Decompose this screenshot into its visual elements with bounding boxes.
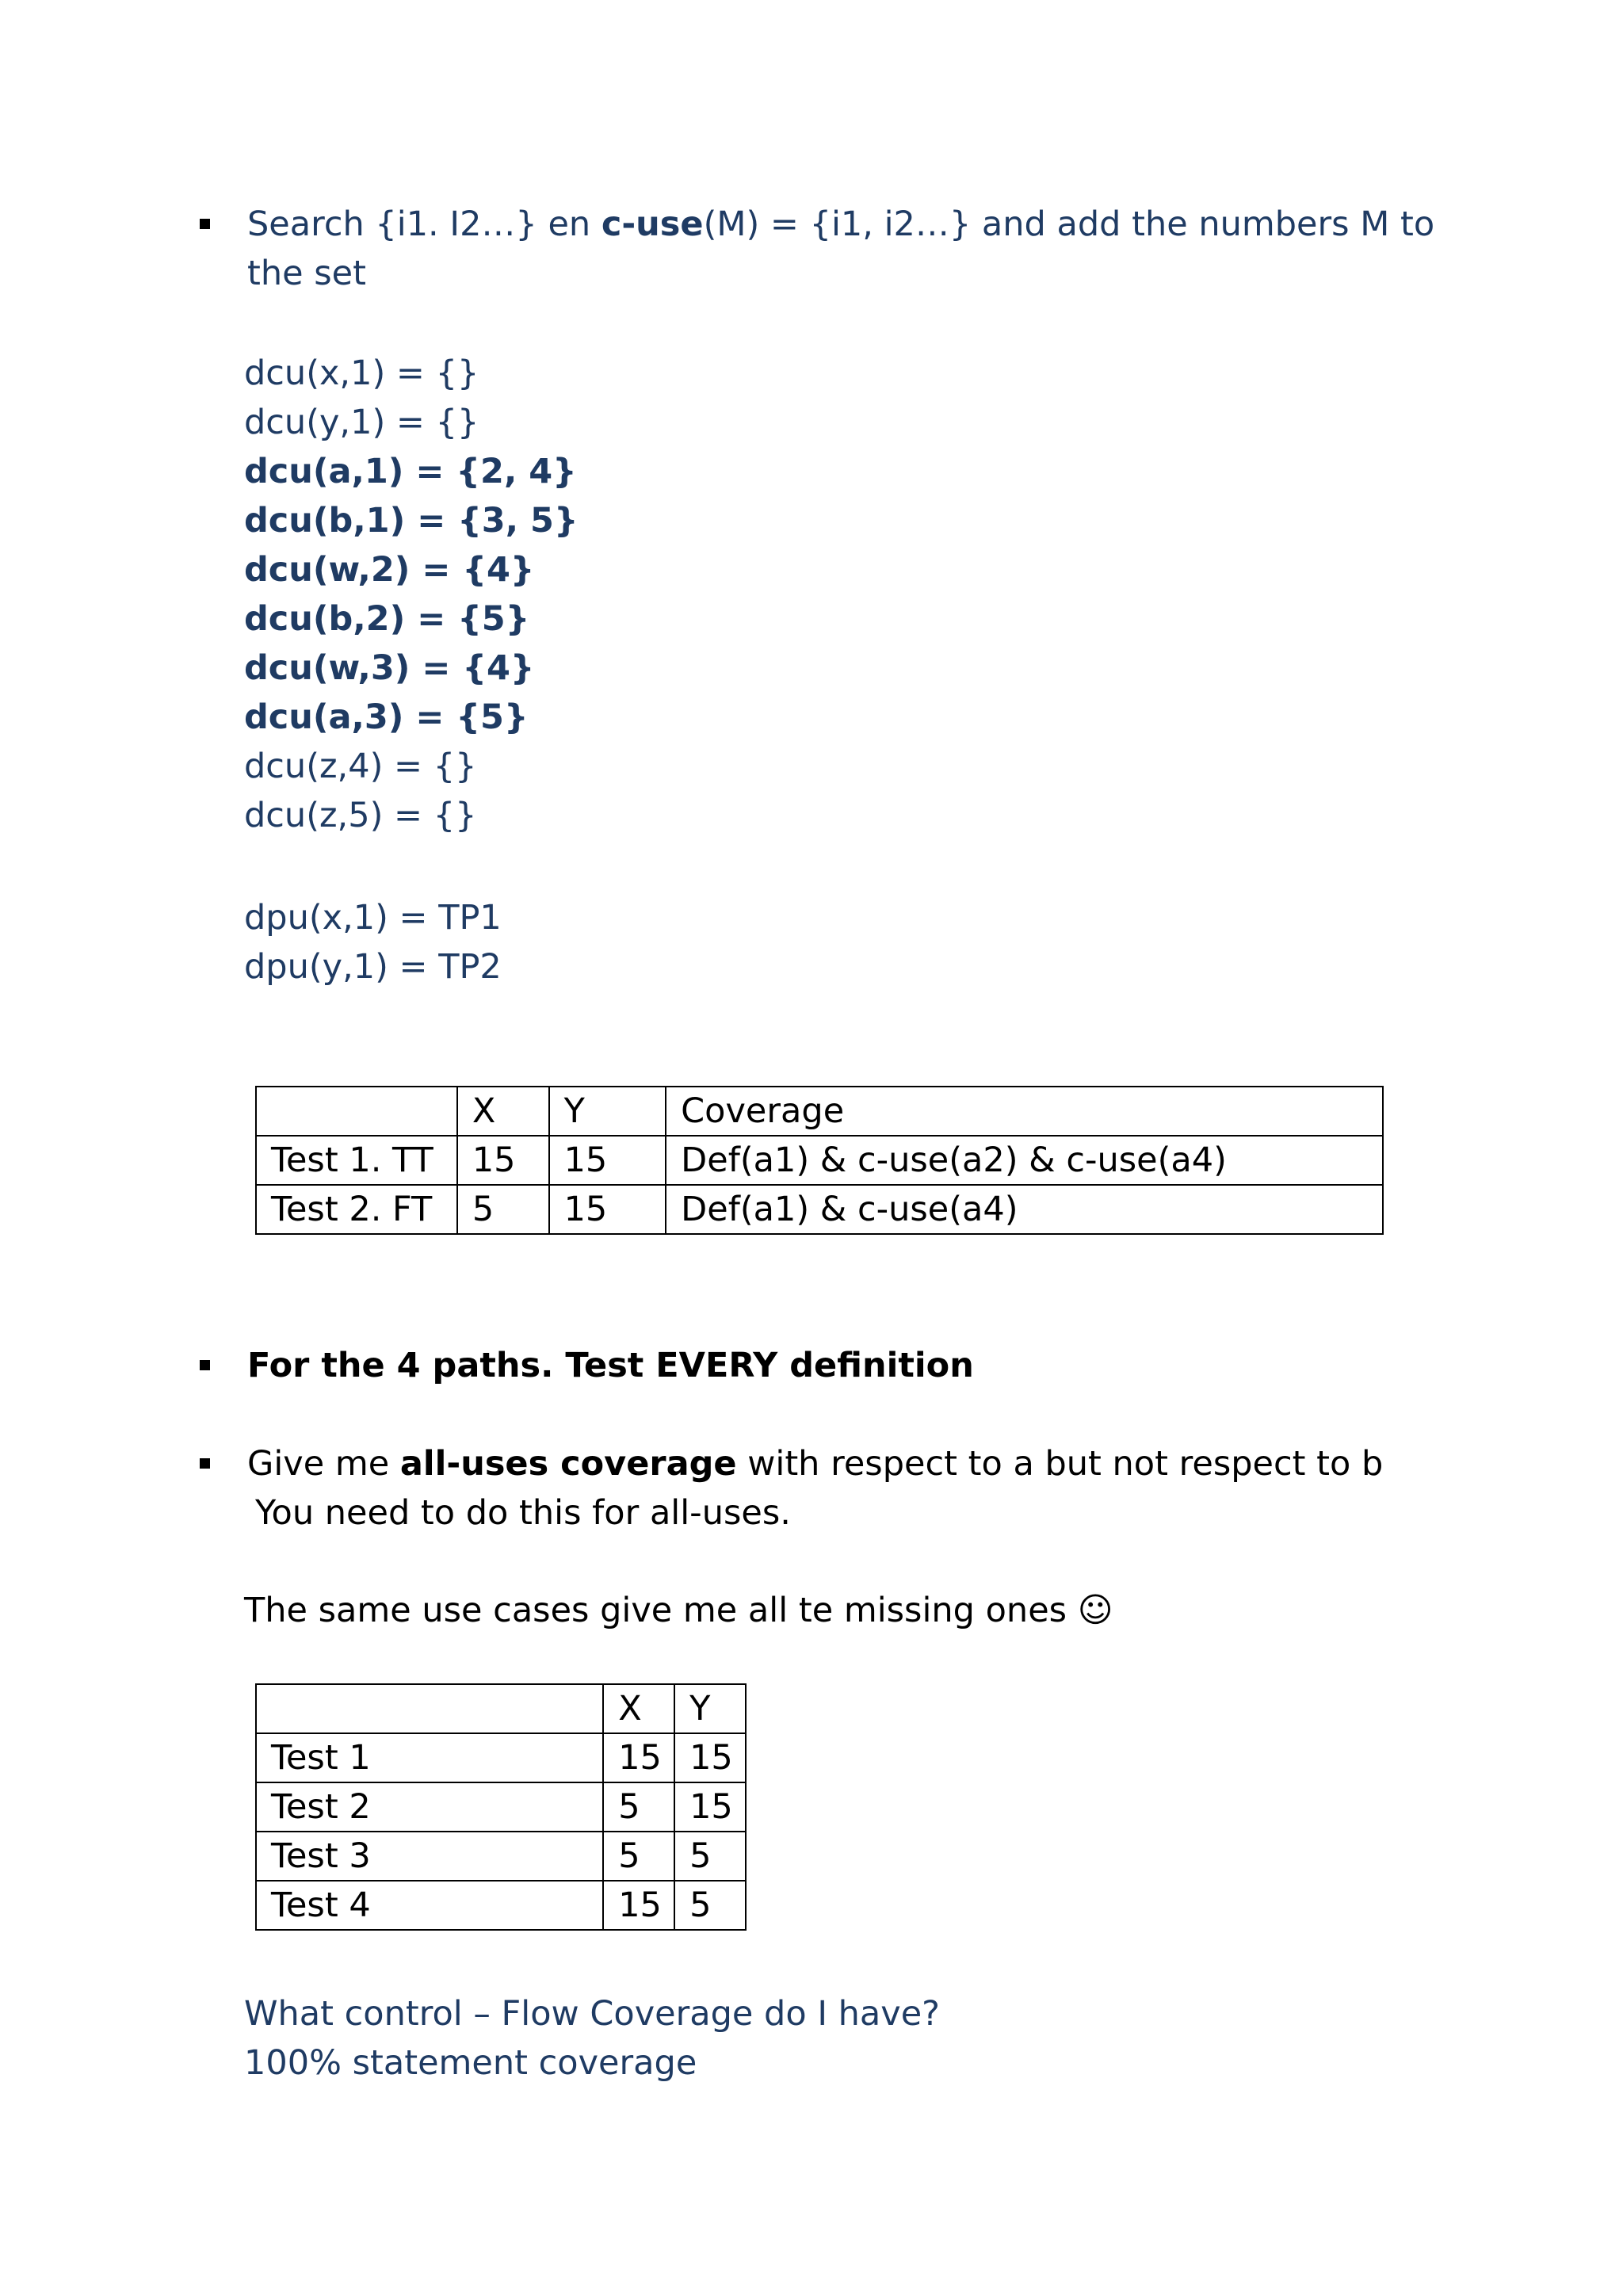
- table-row: [256, 1733, 746, 1782]
- table-cell: 5: [603, 1782, 674, 1832]
- bullet-all-uses: [247, 1439, 1383, 1488]
- table-cell: 5: [457, 1185, 549, 1234]
- table-cell: 15: [674, 1782, 746, 1832]
- table-cell: 5: [674, 1832, 746, 1881]
- dcu-line: dcu(w,2) = {4}: [244, 550, 535, 590]
- table-cell: X: [603, 1684, 674, 1733]
- table-row: [256, 1782, 746, 1832]
- bullet-four-paths: For the 4 paths. Test EVERY definition: [247, 1346, 974, 1385]
- table-cell: 15: [603, 1733, 674, 1782]
- bullet3-post: with respect to a but not respect to b: [736, 1444, 1384, 1484]
- dcu-line: dcu(b,2) = {5}: [244, 599, 530, 639]
- dcu-line: dcu(x,1) = {}: [244, 353, 479, 393]
- bullet1-line2: the set: [247, 254, 366, 293]
- dcu-line: dcu(y,1) = {}: [244, 403, 479, 442]
- dcu-list: [244, 349, 579, 840]
- dpu-line: dpu(x,1) = TP1: [244, 898, 502, 938]
- table-cell: Def(a1) & c-use(a4): [666, 1185, 1383, 1234]
- table-cell: 15: [457, 1136, 549, 1185]
- statement-coverage-answer: 100% statement coverage: [244, 2043, 697, 2083]
- table-row: [256, 1832, 746, 1881]
- coverage-table: [255, 1086, 1384, 1235]
- dcu-line: dcu(a,3) = {5}: [244, 697, 529, 737]
- table-cell: X: [457, 1087, 549, 1136]
- table-cell: Test 2: [256, 1782, 603, 1832]
- table-cell: Def(a1) & c-use(a2) & c-use(a4): [666, 1136, 1383, 1185]
- table-cell: Test 2. FT: [256, 1185, 457, 1234]
- table-row: [256, 1136, 1383, 1185]
- bullet-marker: [200, 1360, 210, 1370]
- bullet-search-cuse: [247, 200, 1434, 249]
- table-cell: Y: [549, 1087, 666, 1136]
- dpu-list: [244, 893, 502, 991]
- table-header-row: [256, 1684, 746, 1733]
- table-cell: Test 1: [256, 1733, 603, 1782]
- table-cell: [256, 1684, 603, 1733]
- table-cell: 15: [603, 1881, 674, 1930]
- test-table: [255, 1683, 747, 1931]
- table-header-row: [256, 1087, 1383, 1136]
- same-use-cases-text: The same use cases give me all te missing ones ☺: [244, 1591, 1113, 1630]
- dcu-line: dcu(b,1) = {3, 5}: [244, 501, 579, 541]
- table-cell: [256, 1087, 457, 1136]
- bullet1-post: (M) = {i1, i2…} and add the numbers M to: [703, 204, 1435, 244]
- dcu-line: dcu(a,1) = {2, 4}: [244, 452, 577, 491]
- table-cell: 15: [549, 1185, 666, 1234]
- bullet3-pre: Give me: [247, 1444, 400, 1484]
- dcu-line: dcu(w,3) = {4}: [244, 648, 535, 688]
- dpu-line: dpu(y,1) = TP2: [244, 947, 502, 987]
- table-cell: 5: [603, 1832, 674, 1881]
- table-cell: Coverage: [666, 1087, 1383, 1136]
- bullet-marker: [200, 1458, 210, 1469]
- control-flow-question: What control – Flow Coverage do I have?: [244, 1994, 940, 2034]
- dcu-line: dcu(z,4) = {}: [244, 747, 477, 786]
- table-cell: Test 4: [256, 1881, 603, 1930]
- bullet1-pre: Search {i1. I2…} en: [247, 204, 601, 244]
- table-cell: 15: [674, 1733, 746, 1782]
- dcu-line: dcu(z,5) = {}: [244, 796, 477, 835]
- table-cell: Test 3: [256, 1832, 603, 1881]
- bullet-marker: [200, 219, 210, 229]
- bullet3-bold: all-uses coverage: [399, 1444, 737, 1484]
- table-cell: 15: [549, 1136, 666, 1185]
- bullet1-bold: c-use: [601, 204, 704, 244]
- table-cell: Y: [674, 1684, 746, 1733]
- bullet3-line2: You need to do this for all-uses.: [255, 1493, 791, 1533]
- table-cell: 5: [674, 1881, 746, 1930]
- table-row: [256, 1881, 746, 1930]
- table-cell: Test 1. TT: [256, 1136, 457, 1185]
- table-row: [256, 1185, 1383, 1234]
